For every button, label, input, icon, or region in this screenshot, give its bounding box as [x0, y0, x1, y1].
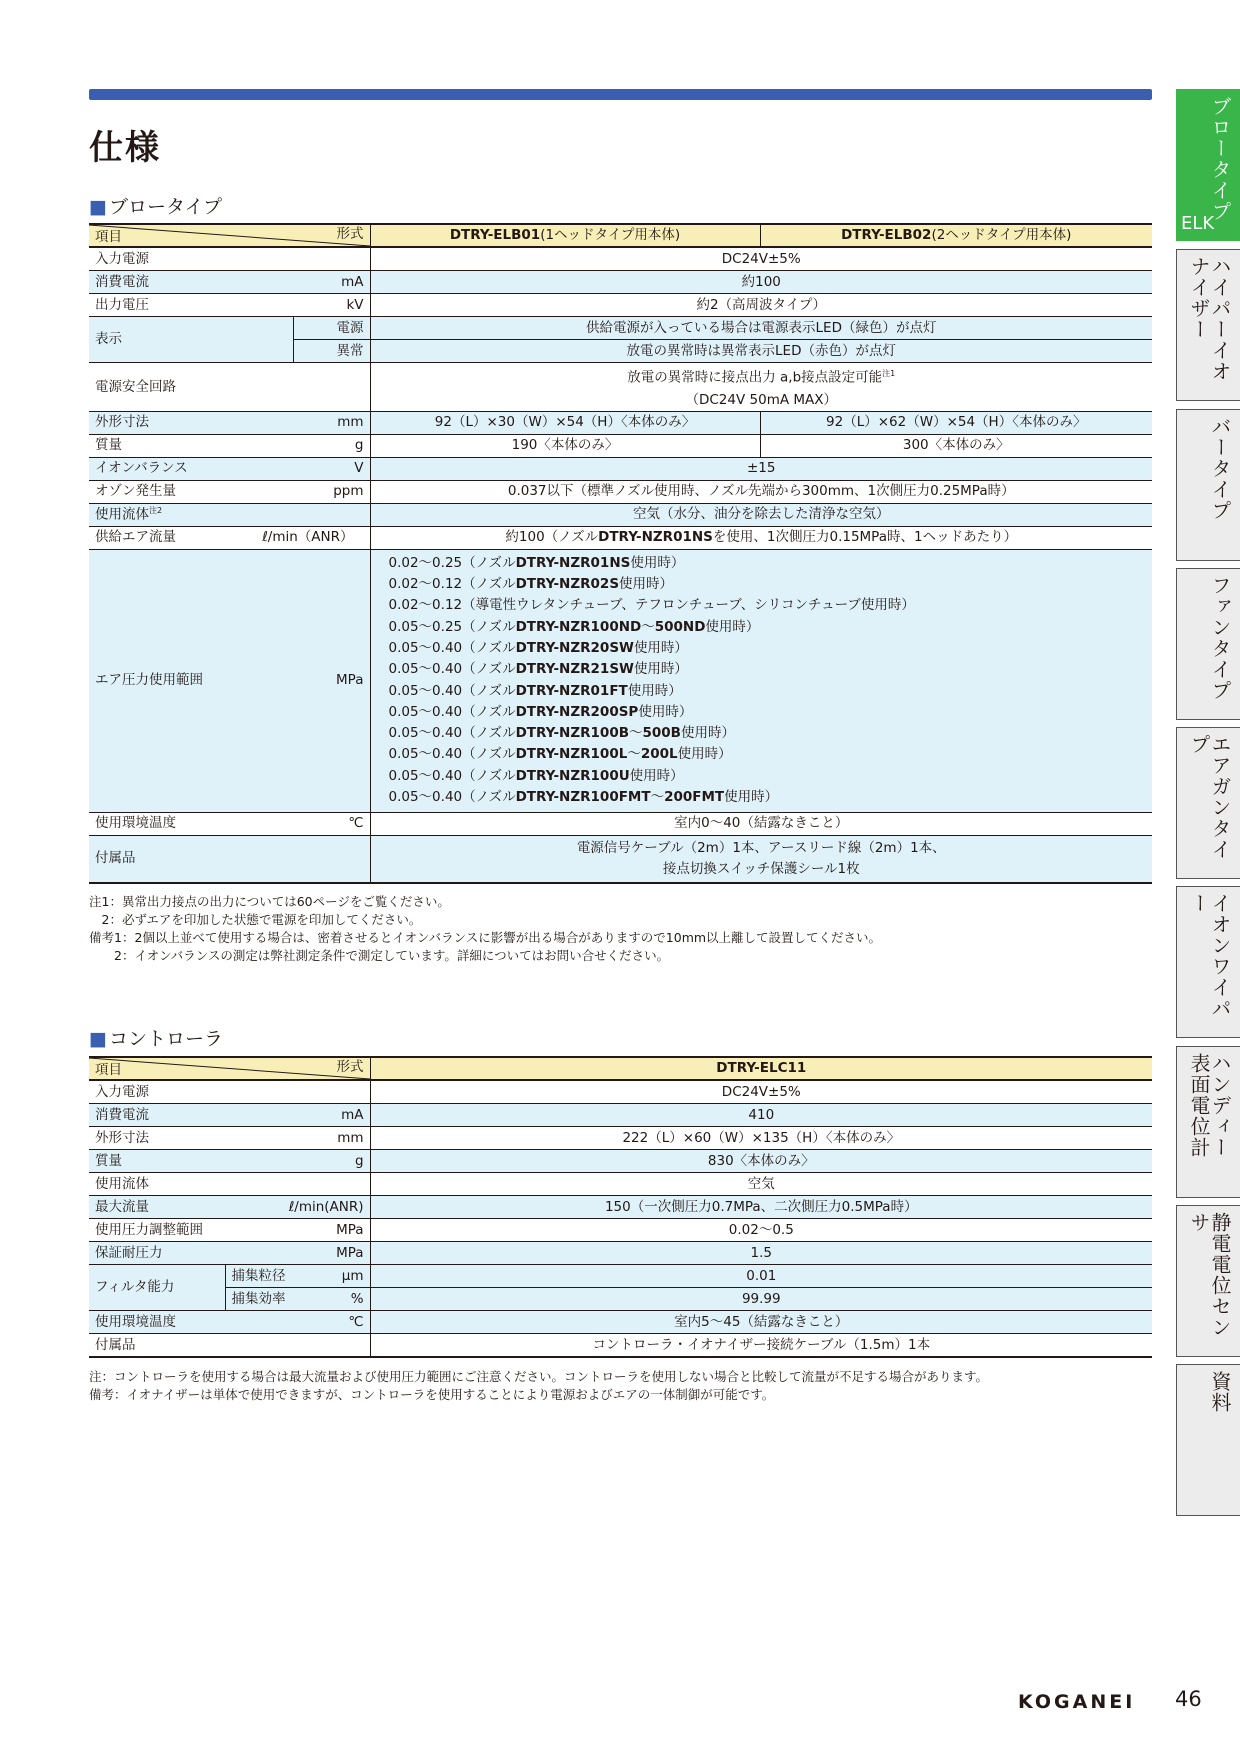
header-model-elb01	[370, 224, 760, 247]
range-text: 0.05～0.40（ノズル	[388, 788, 516, 805]
pressure-range-line	[377, 638, 1147, 659]
model-note: (2ヘッドタイプ用本体)	[931, 227, 1072, 244]
value-text: を使用、1次側圧力0.15MPa時、1ヘッドあたり）	[712, 529, 1018, 546]
label-text: 使用環境温度	[95, 1313, 176, 1330]
label-text: 最大流量	[95, 1198, 149, 1215]
tab-sublabel: ELK	[1181, 213, 1215, 234]
section-title-text: コントローラ	[108, 1028, 223, 1050]
row-value	[370, 526, 1152, 549]
label-text: 保証耐圧力	[95, 1244, 163, 1261]
pressure-range-line	[377, 744, 1147, 765]
table-row	[89, 411, 1152, 434]
model-code: 500ND	[654, 618, 706, 635]
row-label: 付属品	[89, 835, 370, 883]
table-row	[89, 1173, 1152, 1196]
model-code: DTRY-NZR20SW	[515, 639, 634, 656]
model-code: DTRY-NZR01NS	[598, 529, 713, 546]
table-row	[89, 363, 1152, 412]
row-label	[89, 1104, 370, 1127]
row-label	[89, 1080, 370, 1104]
label-text: 入力電源	[95, 1083, 149, 1100]
row-label	[89, 411, 370, 434]
range-text: 0.02～0.25（ノズル	[388, 554, 516, 571]
model-code: DTRY-NZR100ND	[515, 618, 642, 635]
table-row	[89, 1080, 1152, 1104]
page-number: 46	[1175, 1687, 1202, 1711]
tab-label: 資料	[1208, 1371, 1232, 1413]
row-value: 放電の異常時は異常表示LED（赤色）が点灯	[370, 340, 1152, 363]
note-line: 備考：イオナイザーは単体で使用できますが、コントローラを使用することにより電源およびエアの一体制御が可能です。	[89, 1387, 775, 1402]
note-line: 2：必ずエアを印加した状態で電源を印加してください。	[89, 912, 422, 927]
row-label-filter: フィルタ能力	[89, 1265, 225, 1311]
row-label	[89, 1242, 370, 1265]
model-code: DTRY-NZR100B	[515, 725, 629, 742]
row-value: 410	[370, 1104, 1152, 1127]
tab-label: バータイプ	[1208, 416, 1232, 521]
table-row	[89, 294, 1152, 317]
diagonal-line	[89, 225, 370, 246]
label-text: 付属品	[95, 1336, 136, 1353]
header-item-form-cell	[89, 1057, 370, 1080]
row-value: 150（一次側圧力0.7MPa、二次側圧力0.5MPa時）	[370, 1196, 1152, 1219]
range-text: 0.05～0.40（ノズル	[388, 661, 516, 678]
sub-label: 捕集粒径	[225, 1265, 304, 1288]
table-row	[89, 271, 1152, 294]
table-row	[89, 835, 1152, 883]
row-value: 0.01	[370, 1265, 1152, 1288]
unit-text: ℓ/min（ANR）	[262, 529, 354, 546]
row-label	[89, 503, 370, 526]
label-text: 質量	[95, 437, 122, 454]
unit-text: MPa	[336, 1221, 364, 1238]
model-code: DTRY-NZR100U	[515, 767, 630, 784]
range-text: 使用時）	[633, 639, 688, 656]
label-text: イオンバランス	[95, 460, 188, 477]
value-text: 放電の異常時に接点出力 a,b接点設定可能	[627, 369, 883, 386]
unit-text: g	[354, 1152, 364, 1169]
table-row	[89, 1127, 1152, 1150]
row-label	[89, 480, 370, 503]
row-value: 99.99	[370, 1288, 1152, 1311]
row-value: ±15	[370, 457, 1152, 480]
tab-label: ハイパーイオナイザー	[1187, 256, 1232, 382]
header-item-form-cell	[89, 224, 370, 247]
table-row	[89, 812, 1152, 835]
tab-hyper-ionizer[interactable]	[1176, 249, 1240, 401]
row-label	[89, 1311, 370, 1334]
range-text: 0.05～0.40（ノズル	[388, 746, 516, 763]
range-text: 0.05～0.40（ノズル	[388, 725, 516, 742]
row-value: 222（L）×60（W）×135（H）〈本体のみ〉	[370, 1127, 1152, 1150]
range-text: 使用時）	[680, 725, 735, 742]
header-form: 形式	[336, 1059, 364, 1075]
row-value: 室内0～40（結露なきこと）	[370, 812, 1152, 835]
pressure-range-line	[377, 553, 1147, 574]
pressure-range-line	[377, 787, 1147, 808]
unit-text: mm	[337, 414, 364, 431]
row-value: 190〈本体のみ〉	[370, 434, 760, 457]
unit-text: ℃	[348, 815, 364, 832]
square-bullet-icon: ■	[89, 1028, 107, 1050]
row-value: 300〈本体のみ〉	[760, 434, 1152, 457]
model-code: DTRY-NZR01FT	[515, 682, 628, 699]
note-line: 2：イオンバランスの測定は弊社測定条件で測定しています。詳細についてはお問い合せください。	[89, 948, 670, 963]
header-model-elc11: DTRY-ELC11	[370, 1057, 1152, 1080]
section-title-controller	[89, 1024, 223, 1051]
row-label	[89, 434, 370, 457]
table-row	[89, 317, 1152, 340]
model-name: DTRY-ELB02	[841, 227, 932, 244]
tab-blow-type[interactable]	[1176, 89, 1240, 241]
table-row	[89, 457, 1152, 480]
table-row	[89, 1311, 1152, 1334]
row-value: 約2（高周波タイプ）	[370, 294, 1152, 317]
model-note: (1ヘッドタイプ用本体)	[540, 227, 681, 244]
value-line: 電源信号ケーブル（2m）1本、アースリード線（2m）1本、	[576, 839, 946, 856]
row-value: 空気	[370, 1173, 1152, 1196]
row-value: 供給電源が入っている場合は電源表示LED（緑色）が点灯	[370, 317, 1152, 340]
header-model-elb02	[760, 224, 1152, 247]
unit-text: MPa	[336, 672, 364, 689]
label-text: 消費電流	[95, 273, 149, 290]
row-label	[89, 294, 370, 317]
table-row	[89, 503, 1152, 526]
range-text: 使用時）	[705, 618, 760, 635]
pressure-range-line	[377, 681, 1147, 702]
label-text: オゾン発生量	[95, 483, 176, 500]
row-label	[89, 1127, 370, 1150]
label-text: 使用流体	[95, 506, 149, 523]
label-text: 使用流体	[95, 1175, 149, 1192]
range-text: 0.05～0.25（ノズル	[388, 618, 516, 635]
range-text: 0.05～0.40（ノズル	[388, 639, 516, 656]
tab-potential-sensor[interactable]	[1176, 1205, 1240, 1357]
range-text: 使用時）	[627, 682, 682, 699]
pressure-range-line	[377, 574, 1147, 595]
header-bar	[89, 89, 1152, 100]
row-value-ranges	[370, 549, 1152, 812]
tab-label: 静電電位センサ	[1187, 1212, 1232, 1338]
range-text: 0.02～0.12（ノズル	[388, 576, 516, 593]
table-row	[89, 1288, 1152, 1311]
unit-text: ppm	[333, 483, 364, 500]
range-text: ～	[627, 746, 641, 763]
row-value: 92（L）×30（W）×54（H）〈本体のみ〉	[370, 411, 760, 434]
table-header-row	[89, 1057, 1152, 1080]
row-label: 電源安全回路	[89, 363, 370, 412]
range-text: ～	[650, 788, 665, 805]
note-mark: 注1	[882, 369, 896, 378]
brand-logo: KOGANEI	[1018, 1691, 1136, 1713]
range-text: ～	[629, 725, 643, 742]
unit-text: μm	[304, 1265, 370, 1288]
header-form: 形式	[336, 226, 364, 242]
page-title: 仕様	[89, 128, 161, 168]
range-text: 使用時）	[638, 703, 693, 720]
row-value	[370, 835, 1152, 883]
controller-spec-table	[89, 1056, 1152, 1358]
row-label	[89, 526, 370, 549]
unit-text: ℃	[348, 1313, 364, 1330]
note-mark: 注2	[149, 506, 163, 516]
row-value: 92（L）×62（W）×54（H）〈本体のみ〉	[760, 411, 1152, 434]
tab-label: ブロータイプ	[1208, 96, 1232, 222]
range-text: 使用時）	[629, 767, 684, 784]
label-text: 外形寸法	[95, 414, 149, 431]
tab-handy-surface-meter[interactable]	[1176, 1046, 1240, 1198]
table-row	[89, 549, 1152, 812]
pressure-range-line	[377, 617, 1147, 638]
row-label	[89, 1196, 370, 1219]
range-text: 使用時）	[619, 576, 674, 593]
range-text: ～	[641, 618, 655, 635]
row-label	[89, 549, 370, 812]
section-title-text: ブロータイプ	[108, 196, 223, 218]
header-item: 項目	[95, 228, 122, 245]
model-name: DTRY-ELB01	[449, 227, 541, 244]
note-line: 注1：異常出力接点の出力については60ページをご覧ください。	[89, 894, 450, 909]
row-value: 室内5～45（結露なきこと）	[370, 1311, 1152, 1334]
blow-spec-table	[89, 223, 1152, 884]
unit-text: mA	[341, 273, 364, 290]
row-label	[89, 247, 370, 271]
square-bullet-icon: ■	[89, 196, 107, 218]
tab-documents[interactable]	[1176, 1364, 1240, 1516]
value-line: 接点切換スイッチ保護シール1枚	[662, 860, 860, 877]
header-item: 項目	[95, 1061, 122, 1078]
row-label	[89, 1219, 370, 1242]
row-label	[89, 1173, 370, 1196]
row-value: DC24V±5%	[370, 247, 1152, 271]
diagonal-line	[89, 1058, 370, 1079]
range-text: 0.05～0.40（ノズル	[388, 703, 516, 720]
unit-text: kV	[346, 296, 364, 313]
row-value: 0.02～0.5	[370, 1219, 1152, 1242]
label-text: 使用環境温度	[95, 815, 176, 832]
tab-label: イオンワイパー	[1187, 893, 1232, 1019]
range-text: 使用時）	[724, 788, 779, 805]
row-value: 0.037以下（標準ノズル使用時、ノズル先端から300mm、1次側圧力0.25MPa時）	[370, 480, 1152, 503]
label-text: 外形寸法	[95, 1129, 149, 1146]
unit-text: ℓ/min(ANR)	[288, 1198, 364, 1215]
label-text: エア圧力使用範囲	[95, 672, 203, 689]
section-title-blow	[89, 192, 222, 219]
table-row	[89, 1242, 1152, 1265]
row-value: 空気（水分、油分を除去した清浄な空気）	[370, 503, 1152, 526]
unit-text: MPa	[336, 1244, 364, 1261]
table-row	[89, 526, 1152, 549]
note-line: 注：コントローラを使用する場合は最大流量および使用圧力範囲にご注意ください。コントローラを使用しない場合と比較して流量が不足する場合があります。	[89, 1369, 989, 1384]
sub-label: 電源	[293, 317, 370, 340]
controller-notes	[89, 1368, 988, 1404]
range-text: 0.05～0.40（ノズル	[388, 767, 516, 784]
model-code: 200L	[640, 746, 678, 763]
table-row	[89, 1334, 1152, 1358]
pressure-range-line	[377, 766, 1147, 787]
table-row	[89, 1196, 1152, 1219]
model-code: DTRY-NZR21SW	[515, 661, 634, 678]
sub-label: 異常	[293, 340, 370, 363]
model-code: DTRY-NZR100L	[515, 746, 628, 763]
table-row	[89, 1104, 1152, 1127]
pressure-range-line	[377, 723, 1147, 744]
table-row	[89, 247, 1152, 271]
label-text: 使用圧力調整範囲	[95, 1221, 203, 1238]
model-code: DTRY-NZR01NS	[515, 554, 631, 571]
unit-text: V	[354, 460, 364, 477]
row-value: コントローラ・イオナイザー接続ケーブル（1.5m）1本	[370, 1334, 1152, 1358]
row-value: 830〈本体のみ〉	[370, 1150, 1152, 1173]
label-text: 消費電流	[95, 1106, 149, 1123]
range-text: 0.02～0.12（導電性ウレタンチューブ、テフロンチューブ、シリコンチューブ使用時）	[388, 597, 915, 614]
value-line	[377, 363, 1147, 389]
model-code: DTRY-NZR02S	[515, 576, 620, 593]
table-row	[89, 480, 1152, 503]
pressure-range-line	[377, 659, 1147, 680]
row-value	[370, 363, 1152, 412]
row-label	[89, 1334, 370, 1358]
label-text: 出力電圧	[95, 296, 149, 313]
label-text: 質量	[95, 1152, 122, 1169]
table-row	[89, 1219, 1152, 1242]
row-label	[89, 812, 370, 835]
label-text: 入力電源	[95, 250, 149, 267]
model-code: DTRY-NZR200SP	[515, 703, 639, 720]
table-header-row	[89, 224, 1152, 247]
tab-fan-type[interactable]	[1176, 568, 1240, 720]
row-value: 1.5	[370, 1242, 1152, 1265]
range-text: 使用時）	[633, 661, 688, 678]
row-label-display: 表示	[89, 317, 293, 363]
row-label	[89, 1150, 370, 1173]
table-row	[89, 434, 1152, 457]
unit-text: mm	[337, 1129, 364, 1146]
model-code: 500B	[642, 725, 681, 742]
tab-label: エアガンタイプ	[1187, 734, 1232, 860]
model-code: 200FMT	[664, 788, 725, 805]
tab-label: ハンディー表面電位計	[1187, 1053, 1232, 1158]
table-row	[89, 1265, 1152, 1288]
range-text: 使用時）	[677, 746, 732, 763]
label-text: 供給エア流量	[95, 529, 176, 546]
tab-air-gun-type[interactable]	[1176, 727, 1240, 879]
unit-text: %	[304, 1288, 370, 1311]
note-line: 備考1：2個以上並べて使用する場合は、密着させるとイオンバランスに影響が出る場合がありますので10mm以上離して設置してください。	[89, 930, 882, 945]
sub-label: 捕集効率	[225, 1288, 304, 1311]
tab-label: ファンタイプ	[1208, 575, 1232, 701]
row-label	[89, 271, 370, 294]
row-label	[89, 457, 370, 480]
blow-notes	[89, 893, 881, 965]
row-value: 約100	[370, 271, 1152, 294]
range-text: 使用時）	[630, 554, 685, 571]
pressure-range-line	[377, 702, 1147, 723]
tab-ion-wiper[interactable]	[1176, 886, 1240, 1038]
tab-bar-type[interactable]	[1176, 409, 1240, 561]
row-value: DC24V±5%	[370, 1080, 1152, 1104]
unit-text: g	[354, 437, 364, 454]
range-text: 0.05～0.40（ノズル	[388, 682, 516, 699]
unit-text: mA	[341, 1106, 364, 1123]
model-code: DTRY-NZR100FMT	[515, 788, 651, 805]
value-text: 約100（ノズル	[505, 529, 599, 546]
value-line: （DC24V 50mA MAX）	[685, 391, 837, 408]
table-row	[89, 1150, 1152, 1173]
pressure-range-line	[377, 595, 1147, 616]
